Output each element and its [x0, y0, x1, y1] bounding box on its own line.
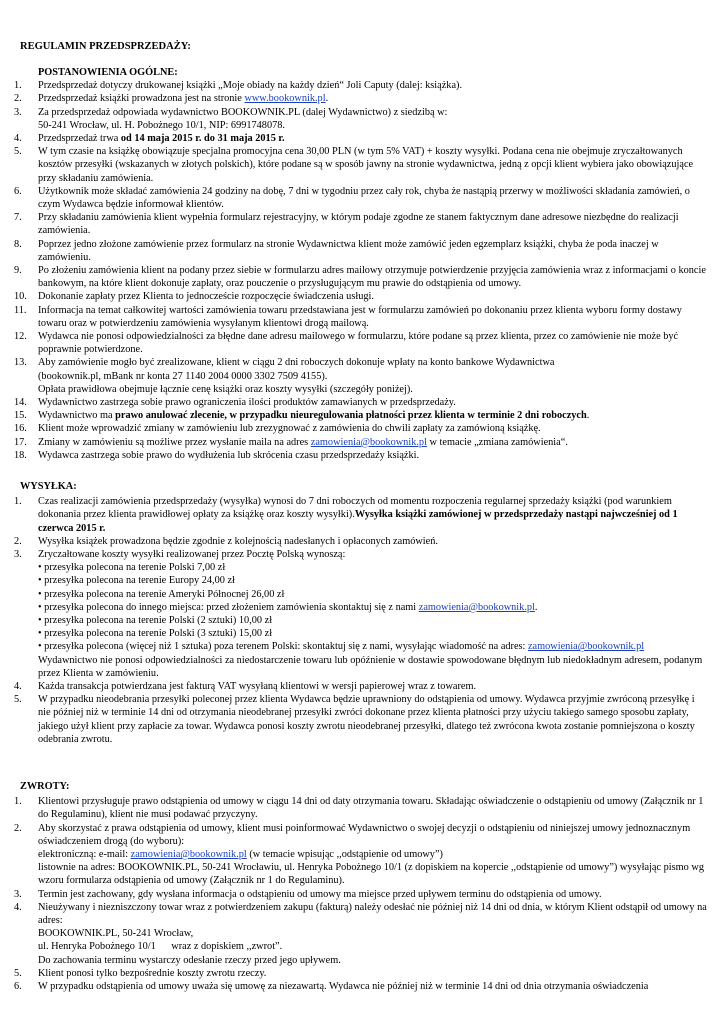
- shipping-cost-bullet: [38, 640, 707, 653]
- list-item: [0, 79, 725, 92]
- item-text: [38, 848, 707, 861]
- email-link[interactable]: zamowienia@bookownik.pl: [130, 849, 247, 861]
- item-number: 4.: [14, 901, 22, 913]
- item-number: 4.: [14, 681, 22, 693]
- item-text: Do zachowania terminu wystarczy odesłanie rzeczy przed jego upływem.: [38, 954, 341, 966]
- item-text: Klient ponosi tylko bezpośrednie koszty zwrotu rzeczy.: [38, 967, 267, 979]
- website-link[interactable]: www.bookownik.pl: [244, 93, 326, 105]
- item-number: 15.: [14, 410, 27, 422]
- item-text: Użytkownik może składać zamówienia 24 godziny na dobę, 7 dni w tygodniu przez cały rok, chyba że nastąpią przerwy w możliwości składania zamówień, o czym Wydawca będzie informował klientów.: [38, 185, 690, 211]
- item-number: 3.: [14, 106, 22, 118]
- list-item: [0, 211, 725, 237]
- item-text: Przy składaniu zamówienia klient wypełnia formularz rejestracyjny, w którym podaje zgodne ze stanem faktycznym dane adresowe niezbędne do realizacji zamówienia.: [38, 212, 679, 237]
- shipping-cost-bullet: [38, 601, 707, 614]
- item-text: Opłata prawidłowa obejmuje łącznie cenę książki oraz koszty wysyłki (szczegóły poniżej).: [38, 383, 413, 395]
- list-item: [0, 980, 725, 993]
- list-item: [0, 795, 725, 821]
- item-number: 5.: [14, 694, 22, 706]
- item-number: 14.: [14, 397, 27, 409]
- section-shipping: [0, 480, 725, 746]
- item-number: 3.: [14, 888, 22, 900]
- item-number: 5.: [14, 967, 22, 979]
- item-text: Każda transakcja potwierdzana jest fakturą VAT wysyłaną klientowi w wersji papierowej wraz z towarem.: [38, 681, 477, 693]
- section-general-provisions: [0, 66, 725, 462]
- shipping-cost-bullet: • przesyłka polecona na terenie Polski (3 sztuki) 15,00 zł: [38, 628, 273, 640]
- shipping-cost-bullet: • przesyłka polecona na terenie Ameryki Północnej 26,00 zł: [38, 588, 285, 600]
- general-provisions-list: [0, 79, 725, 462]
- shipping-cost-bullet: • przesyłka polecona na terenie Europy 24,00 zł: [38, 575, 235, 587]
- item-text: Przedsprzedaż książki prowadzona jest na stronie: [38, 93, 245, 105]
- document-title: REGULAMIN PRZEDSPRZEDAŻY:: [20, 41, 191, 52]
- shipping-cost-bullet: • przesyłka polecona na terenie Polski (2 sztuki) 10,00 zł: [38, 615, 273, 627]
- item-bold-text: prawo anulować zlecenie, w przypadku nieuregulowania płatności przez klienta w terminie 2 dni roboczych: [115, 410, 587, 422]
- item-text: Aby skorzystać z prawa odstąpienia od umowy, klient musi poinformować Wydawnictwo o swojej decyzji o odstąpieniu od niniejszej umowy jednoznacznym oświadczeniem drogą (do wyboru):: [38, 822, 691, 847]
- item-number: 16.: [14, 423, 27, 435]
- item-text: w temacie „zmiana zamówienia“.: [426, 436, 568, 448]
- list-item: [0, 548, 725, 680]
- section-heading-general: POSTANOWIENIA OGÓLNE:: [38, 67, 178, 78]
- item-number: 5.: [14, 146, 22, 158]
- bullet-text: • przesyłka polecona do innego miejsca: przed złożeniem zamówienia skontaktuj się z nami: [38, 601, 419, 613]
- item-text: Przedsprzedaż trwa: [38, 133, 121, 145]
- item-number: 8.: [14, 238, 22, 250]
- item-text: listownie na adres: BOOKOWNIK.PL, 50-241 Wrocławiu, ul. Henryka Pobożnego 10/1 (z dopiskiem na kopercie ,,odstąpienie od umowy”) wysyłając pismo wg wzoru formularza odstąpienia od umowy (Załącznik nr 1 do Regulaminu).: [38, 862, 704, 887]
- item-text: elektroniczną: e-mail:: [38, 849, 131, 861]
- item-text: Za przedsprzedaż odpowiada wydawnictwo BOOKOWNIK.PL (dalej Wydawnictwo) z siedzibą w:: [38, 106, 448, 118]
- item-text: Informacja na temat całkowitej wartości zamówienia towaru przedstawiana jest w formularzu zamówień po dokonaniu przez klienta wyboru formy dostawy towaru oraz w potwierdzeniu zamówienia wysyłanym klientowi drogą mailową.: [38, 304, 682, 329]
- email-link[interactable]: zamowienia@bookownik.pl: [527, 641, 645, 653]
- item-text: W przypadku odstąpienia od umowy uważa się umowę za niezawartą. Wydawca nie później niż w terminie 14 dni od dnia otrzymania oświadczenia: [38, 981, 649, 993]
- item-number: 7.: [14, 212, 22, 224]
- email-link[interactable]: zamowienia@bookownik.pl: [310, 436, 427, 448]
- item-number: 9.: [14, 265, 22, 277]
- item-text: Wydawnictwo zastrzega sobie prawo ograniczenia ilości produktów zamawianych w przedsprzedaży.: [38, 397, 456, 409]
- item-text: Zryczałtowane koszty wysyłki realizowanej przez Pocztę Polską wynoszą:: [38, 549, 346, 561]
- list-item: [0, 495, 725, 535]
- item-number: 2.: [14, 535, 22, 547]
- item-text: Wydawnictwo nie ponosi odpowiedzialności za niedostarczenie towaru lub opóźnienie w dostawie spowodowane błędnym lub niedokładnym adresem, podanym przez Klienta w zamówieniu.: [38, 654, 703, 679]
- item-bold-text: Wysyłka książki zamówionej w przedsprzedaży nastąpi najwcześniej od 1 czerwca 2015 r.: [38, 509, 678, 534]
- list-item: [0, 680, 725, 693]
- item-text: Termin jest zachowany, gdy wysłana informacja o odstąpieniu od umowy ma miejsce przed upływem terminu do odstąpienia od umowy.: [38, 888, 602, 900]
- item-number: 3.: [14, 549, 22, 561]
- section-returns: [0, 780, 725, 993]
- item-text: 50-241 Wrocław, ul. H. Pobożnego 10/1, NIP: 6991748078.: [38, 119, 285, 131]
- section-heading-returns: ZWROTY:: [20, 781, 70, 792]
- list-item: [0, 449, 725, 462]
- address-line: BOOKOWNIK.PL, 50-241 Wrocław,: [38, 928, 194, 940]
- item-text: Aby zamówienie mogło być zrealizowane, klient w ciągu 2 dni roboczych dokonuje wpłaty na konto bankowe Wydawnictwa: [38, 357, 555, 369]
- list-item: [0, 92, 725, 105]
- list-item: [0, 693, 725, 746]
- item-number: 17.: [14, 436, 27, 448]
- list-item: [0, 290, 725, 303]
- list-item: [0, 106, 725, 132]
- item-text: Wydawnictwo ma: [38, 410, 116, 422]
- item-text: Czas realizacji zamówienia przedsprzedaży (wysyłka) wynosi do 7 dni roboczych od momentu rozpoczenia regularnej sprzedaży książki (pod warunkiem dokonania przez klienta prawidłowej opłaty za książkę oraz koszty wysyłki).: [38, 496, 672, 521]
- item-bold-text: od 14 maja 2015 r. do 31 maja 2015 r.: [120, 133, 285, 145]
- shipping-cost-bullet: • przesyłka polecona na terenie Polski 7,00 zł: [38, 562, 226, 574]
- item-text: (bookownik.pl, mBank nr konta 27 1140 2004 0000 3302 7509 4155).: [38, 370, 328, 382]
- item-number: 18.: [14, 449, 27, 461]
- list-item: [0, 185, 725, 211]
- item-number: 6.: [14, 185, 22, 197]
- list-item: [0, 409, 725, 422]
- list-item: [0, 535, 725, 548]
- address-line: ul. Henryka Pobożnego 10/1 wraz z dopiskiem ,,zwrot”.: [38, 941, 283, 953]
- list-item: [0, 132, 725, 145]
- item-number: 13.: [14, 357, 27, 369]
- list-item: [0, 145, 725, 185]
- item-number: 1.: [14, 496, 22, 508]
- item-number: 11.: [14, 304, 27, 316]
- email-link[interactable]: zamowienia@bookownik.pl: [418, 601, 535, 613]
- list-item: [0, 356, 725, 396]
- item-number: 1.: [14, 796, 22, 808]
- list-item: [0, 330, 725, 356]
- item-text: Wydawca zastrzega sobie prawo do wydłużenia lub skrócenia czasu przedsprzedaży książki.: [38, 449, 420, 461]
- item-number: 1.: [14, 80, 22, 92]
- item-number: 2.: [14, 93, 22, 105]
- item-text: Wysyłka książek prowadzona będzie zgodnie z kolejnością nadesłanych i opłaconych zamówień.: [38, 535, 438, 547]
- returns-list: [0, 795, 725, 993]
- item-text: Przedsprzedaż dotyczy drukowanej książki „Moje obiady na każdy dzień“ Joli Caputy (dalej: książka).: [38, 80, 463, 92]
- item-text: Poprzez jedno złożone zamówienie przez formularz na stronie Wydawnictwa klient może zamówić jeden egzemplarz książki, chyba że poda inaczej w zamówieniu.: [38, 238, 659, 263]
- list-item: [0, 822, 725, 888]
- item-text: Wydawca nie ponosi odpowiedzialności za błędne dane adresu mailowego w formularzu, które podane są przez klienta, przez co zamówienie nie może być poprawnie potwierdzone.: [38, 331, 679, 356]
- list-item: [0, 436, 725, 449]
- item-number: 6.: [14, 981, 22, 993]
- list-item: [0, 396, 725, 409]
- item-text: Po złożeniu zamówienia klient na podany przez siebie w formularzu adres mailowy otrzymuje potwierdzenie przyjęcia zamówienia wraz z informacjami o koncie bankowym, na które klient dokonuje zapłaty, oraz pouczenie o przysługującym mu prawie do odstąpienia od umowy.: [38, 265, 706, 290]
- list-item: [0, 304, 725, 330]
- item-number: 2.: [14, 822, 22, 834]
- item-text: .: [325, 93, 329, 105]
- item-text: Nieużywany i niezniszczony towar wraz z potwierdzeniem zakupu (fakturą) należy odesłać nie później niż 14 dni od dnia, w którym Klient odstąpił od umowy na adres:: [38, 901, 707, 927]
- shipping-list: [0, 495, 725, 746]
- section-heading-shipping: WYSYŁKA:: [20, 481, 77, 492]
- bullet-text: .: [534, 601, 538, 613]
- item-text: (w temacie wpisując ,,odstąpienie od umowy”): [246, 849, 443, 861]
- item-text: Klient może wprowadzić zmiany w zamówieniu lub zrezygnować z zamówienia do chwili zapłaty za zamówioną książkę.: [38, 423, 541, 435]
- item-text: Klientowi przysługuje prawo odstąpienia od umowy w ciągu 14 dni od daty otrzymania towaru. Składając oświadczenie o odstąpieniu od umowy (Załącznik nr 1 do Regulaminu), klient nie musi podawać przyczyny.: [38, 796, 704, 821]
- item-number: 10.: [14, 291, 27, 303]
- list-item: [0, 422, 725, 435]
- item-text: W tym czasie na książkę obowiązuje specjalna promocyjna cena 30,00 PLN (w tym 5% VAT) + koszty wysyłki. Podana cena nie obejmuje zryczałtowanych kosztów przesyłki (wskazanych w złotych polskich), które podane są w sposób jawny na stronie wydawnictwa, jedną z opcji klient wybiera jako obowiązujące przy składaniu zamówienia.: [38, 146, 694, 184]
- list-item: [0, 888, 725, 901]
- bullet-text: • przesyłka polecona (więcej niż 1 sztuka) poza terenem Polski: skontaktuj się z nami, wysyłając wiadomość na adres:: [38, 641, 528, 653]
- list-item: [0, 967, 725, 980]
- item-text: Zmiany w zamówieniu są możliwe przez wysłanie maila na adres: [38, 436, 311, 448]
- item-number: 4.: [14, 133, 22, 145]
- list-item: [0, 264, 725, 290]
- item-number: 12.: [14, 331, 27, 343]
- list-item: [0, 901, 725, 967]
- item-text: W przypadku nieodebrania przesyłki poleconej przez klienta Wydawca będzie uprawniony do odstąpienia od umowy. Wydawca przyjmie zwróconą przesyłkę i nie później niż w terminie 14 dni od otrzymania nieodebranej przesyłki zwróci dokonane przez klienta płatności przy użyciu takiego samego sposobu zapłaty, jakiego użył klient przy zapłacie za towar. Wydawca ponosi koszty zwrotu nieodebranej przesyłki, dlatego też zwrócona kwota zostanie pomniejszona o koszty odebrania zwrotu.: [38, 694, 695, 745]
- item-text: Dokonanie zapłaty przez Klienta to jednoczeście rozpoczęcie świadczenia usługi.: [38, 291, 374, 303]
- item-text: .: [586, 410, 590, 422]
- list-item: [0, 238, 725, 264]
